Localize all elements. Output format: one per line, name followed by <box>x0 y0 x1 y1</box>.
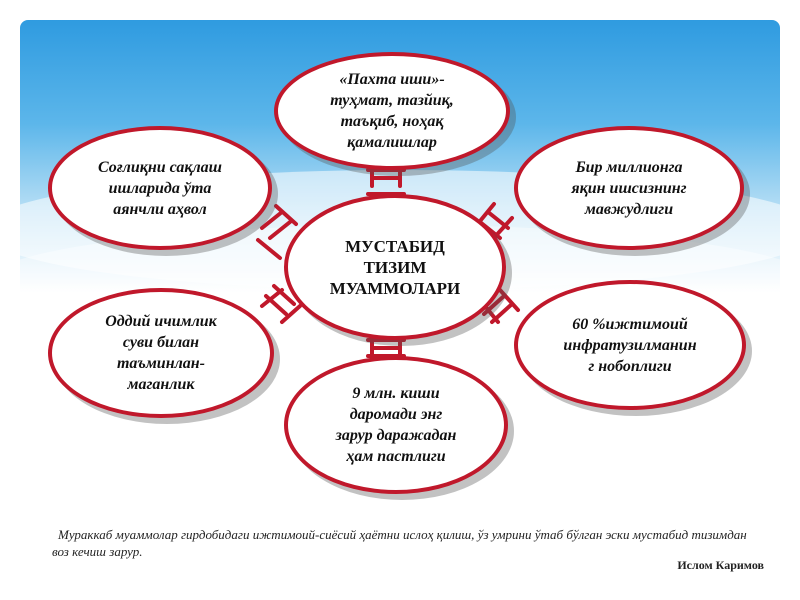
connector-bottom <box>368 340 404 356</box>
node-center-text: МУСТАБИД ТИЗИМ МУАММОЛАРИ <box>329 236 461 298</box>
connector-top <box>368 170 404 194</box>
node-top <box>274 52 510 170</box>
node-upper-right-text: Бир миллионга яқин ишсизнинг мавжудлиги <box>571 158 687 218</box>
node-bottom <box>284 356 508 494</box>
node-lower-left <box>48 288 274 418</box>
node-lower-right <box>514 280 746 410</box>
quote-author: Ислом Каримов <box>677 558 764 572</box>
node-bottom-text: 9 млн. киши даромади энг зарур даражадан ҳам пастлиги <box>335 385 457 465</box>
quote-text: Мураккаб муаммолар гирдобидаги ижтимоий-сиёсий ҳаётни ислоҳ қилиш, ўз умрини ўтаб бўлган эски мустабид тизимдан воз кечиш зарур. <box>52 527 747 559</box>
node-center <box>284 194 506 340</box>
node-lower-right-text: 60 %ижтимоий инфратузилманин г нобоплиги <box>563 315 697 375</box>
node-lower-left-text: Оддий ичимлик суви билан таъминлан- маганлик <box>105 313 217 393</box>
node-top-text: «Пахта иши»- туҳмат, тазйиқ, таъқиб, ноҳақ қамалишлар <box>330 71 454 151</box>
node-upper-left <box>48 126 272 250</box>
node-upper-right <box>514 126 744 250</box>
node-upper-left-text: Соғлиқни сақлаш ишларида ўта аянчли аҳвол <box>97 158 223 218</box>
